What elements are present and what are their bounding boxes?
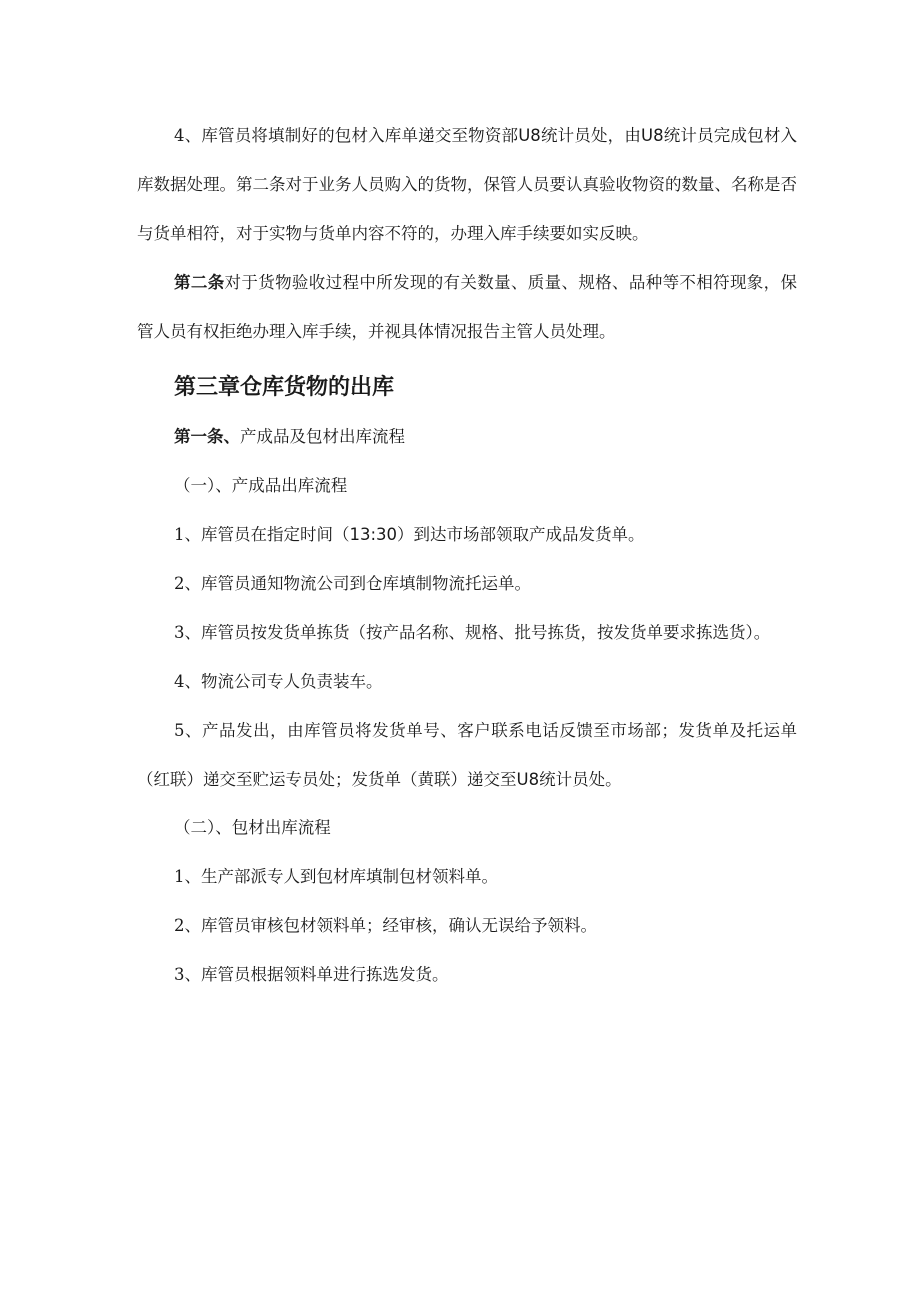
article-title: 产成品及包材出库流程 [240, 427, 405, 446]
paragraph-packaging-inbound [137, 111, 797, 258]
article-label: 第二条 [174, 273, 225, 292]
list-item: 5、产品发出，由库管员将发货单号、客户联系电话反馈至市场部；发货单及托运单（红联）递交至贮运专员处；发货单（黄联）递交至U8统计员处。 [137, 721, 797, 789]
list-item: 2、库管员通知物流公司到仓库填制物流托运单。 [174, 574, 531, 593]
paragraph-text: 对于货物验收过程中所发现的有关数量、质量、规格、品种等不相符现象，保管人员有权拒绝办理入库手续，并视具体情况报告主管人员处理。 [137, 273, 798, 341]
article-label: 第一条、 [174, 427, 240, 446]
list-item: 3、库管员根据领料单进行拣选发货。 [174, 965, 449, 984]
article-1-heading [174, 412, 794, 461]
paragraph-article-2 [137, 258, 797, 356]
section-title-finished-goods: （一）、产成品出库流程 [174, 476, 348, 495]
chapter-title: 第三章仓库货物的出库 [174, 375, 395, 400]
item-number: 4 [174, 126, 185, 145]
section-title-packaging: （二）、包材出库流程 [174, 818, 331, 837]
paragraph-text: 、库管员将填制好的包材入库单递交至物资部U8统计员处，由U8统计员完成包材入库数据处理。第二条对于业务人员购入的货物，保管人员要认真验收物资的数量、名称是否与货单相符，对于实物与货单内容不符的，办理入库手续要如实反映。 [137, 126, 797, 243]
list-item: 2、库管员审核包材领料单；经审核，确认无误给予领料。 [174, 916, 597, 935]
list-item: 1、生产部派专人到包材库填制包材领料单。 [174, 867, 498, 886]
list-item: 1、库管员在指定时间（13:30）到达市场部领取产成品发货单。 [174, 525, 645, 544]
list-item: 3、库管员按发货单拣货（按产品名称、规格、批号拣货，按发货单要求拣选货）。 [174, 623, 771, 642]
list-item: 4、物流公司专人负责装车。 [174, 672, 383, 691]
